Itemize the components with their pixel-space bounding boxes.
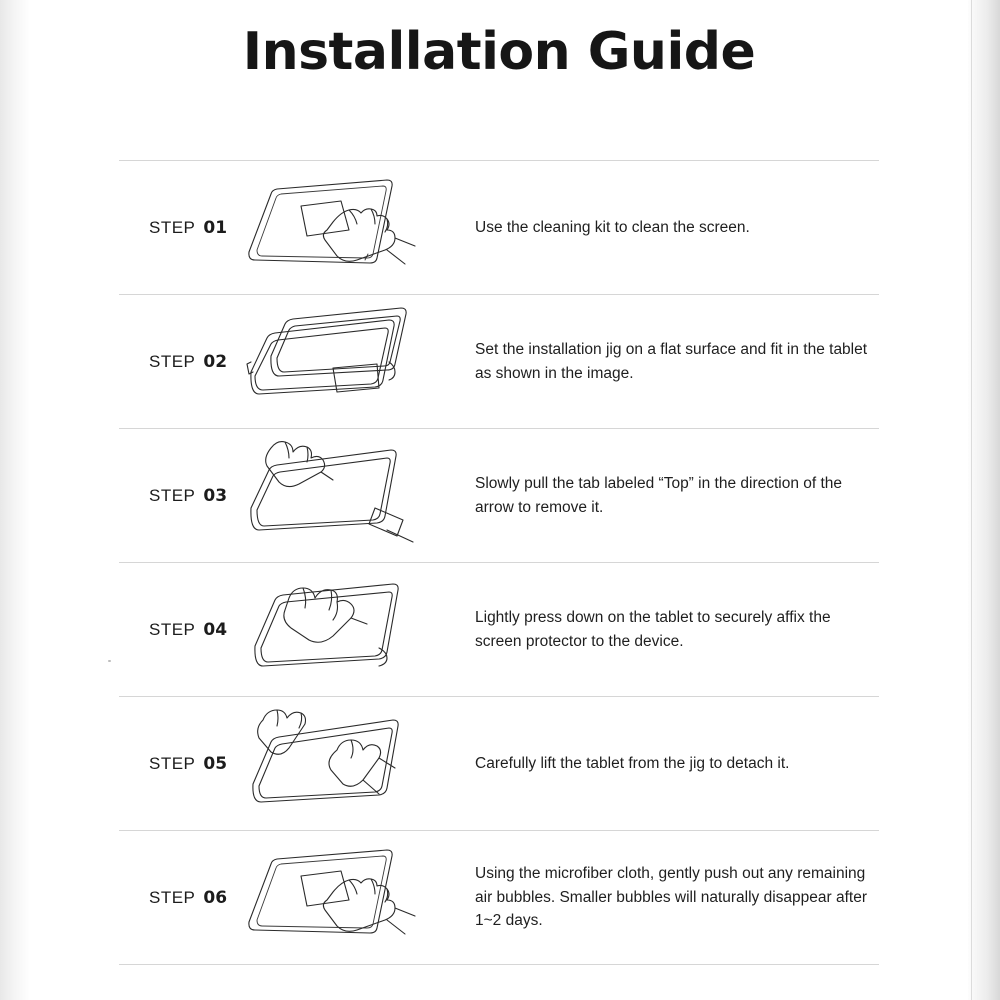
step-row <box>119 429 879 562</box>
step-word: STEP <box>149 217 196 237</box>
divider <box>119 964 879 965</box>
step-illustration-05 <box>237 704 447 824</box>
step-word: STEP <box>149 887 196 907</box>
page-edge-shadow-left <box>0 0 30 1000</box>
step-number: 04 <box>203 619 228 640</box>
step-illustration-06 <box>237 838 447 958</box>
page-speck <box>108 660 111 662</box>
step-number: 06 <box>203 887 228 908</box>
step-row <box>119 295 879 428</box>
page-edge-line <box>971 0 972 1000</box>
step-label <box>119 754 237 774</box>
step-label <box>119 486 237 506</box>
steps-list <box>119 160 879 965</box>
page-edge-shadow-right <box>968 0 1000 1000</box>
step-description: Lightly press down on the tablet to securely affix the screen protector to the device. <box>475 608 831 650</box>
step-word: STEP <box>149 619 196 639</box>
step-word: STEP <box>149 485 196 505</box>
step-row <box>119 697 879 830</box>
step-description: Using the microfiber cloth, gently push out any remaining air bubbles. Smaller bubbles will naturally disappear after 1~2 days. <box>475 865 868 930</box>
step-label <box>119 888 237 908</box>
step-description: Use the cleaning kit to clean the screen. <box>475 218 750 236</box>
step-illustration-01 <box>237 168 447 288</box>
step-description: Slowly pull the tab labeled “Top” in the direction of the arrow to remove it. <box>475 474 843 516</box>
step-illustration-04 <box>237 570 447 690</box>
step-row <box>119 563 879 696</box>
step-row <box>119 831 879 964</box>
step-word: STEP <box>149 351 196 371</box>
step-illustration-03 <box>237 436 447 556</box>
step-number: 02 <box>203 351 228 372</box>
step-label <box>119 620 237 640</box>
step-number: 05 <box>203 753 228 774</box>
step-illustration-02 <box>237 302 447 422</box>
page-title: Installation Guide <box>242 22 756 82</box>
guide-sheet <box>30 0 968 1000</box>
step-label <box>119 352 237 372</box>
step-label <box>119 218 237 238</box>
step-number: 01 <box>203 217 228 238</box>
step-description: Carefully lift the tablet from the jig to detach it. <box>475 754 790 772</box>
step-number: 03 <box>203 485 228 506</box>
step-description: Set the installation jig on a flat surface and fit in the tablet as shown in the image. <box>475 340 868 382</box>
step-word: STEP <box>149 753 196 773</box>
step-row <box>119 161 879 294</box>
